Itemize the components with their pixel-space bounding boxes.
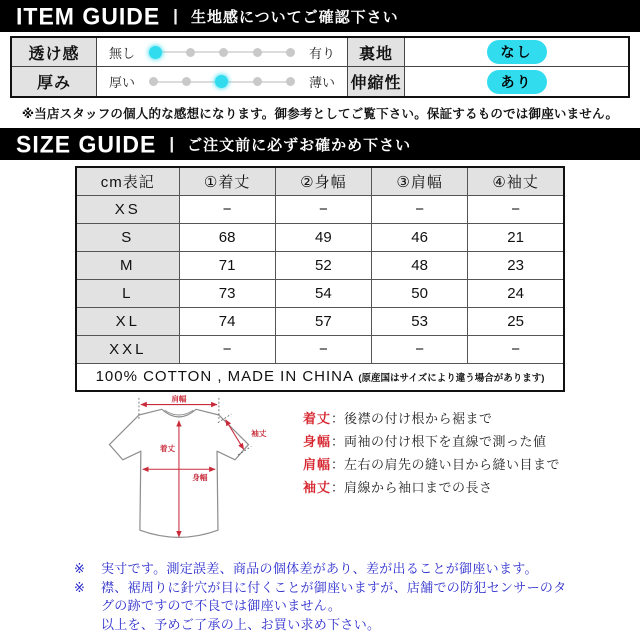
value-cell: − bbox=[275, 195, 371, 223]
slider-dot bbox=[186, 48, 195, 57]
legend-desc: 両袖の付け根下を直線で測った値 bbox=[344, 434, 547, 449]
legend-separator: ： bbox=[331, 480, 345, 495]
legend-term: 肩幅 bbox=[303, 457, 332, 472]
value-cell: − bbox=[372, 195, 468, 223]
footnote-text: 襟、裾周りに針穴が目に付くことが御座いますが、店舗での防犯センサーのタグの跡ですので不良では御座いません。 bbox=[101, 579, 567, 613]
legend-separator: ： bbox=[331, 434, 345, 449]
slider-dot bbox=[219, 48, 228, 57]
slider-dot bbox=[149, 46, 162, 59]
value-cell: 74 bbox=[179, 307, 275, 335]
value-cell: 21 bbox=[468, 223, 564, 251]
material-row bbox=[76, 363, 564, 391]
value-cell: 24 bbox=[468, 279, 564, 307]
body-width-diagram-label: 身幅 bbox=[192, 472, 208, 482]
size-name-cell: S bbox=[76, 223, 179, 251]
sleeve-length-diagram-label: 袖丈 bbox=[251, 428, 267, 438]
thickness-label: 厚み bbox=[12, 67, 97, 96]
value-cell: − bbox=[372, 335, 468, 363]
size-row-xs bbox=[76, 195, 564, 223]
col-header-body-width: ②身幅 bbox=[275, 167, 371, 195]
sheerness-max-label: 有り bbox=[308, 45, 335, 61]
footnote-marker bbox=[74, 616, 101, 635]
col-header-shoulder-width: ③肩幅 bbox=[372, 167, 468, 195]
sheerness-slider bbox=[97, 38, 348, 67]
value-cell: 57 bbox=[275, 307, 371, 335]
footnote-measurement bbox=[74, 560, 576, 579]
size-name-cell: XXL bbox=[76, 335, 179, 363]
fabric-feel-table bbox=[10, 36, 630, 98]
legend-term: 身幅 bbox=[303, 434, 332, 449]
size-guide-subtitle: ご注文前に必ずお確かめ下さい bbox=[187, 136, 412, 154]
stretch-value-cell bbox=[405, 67, 628, 96]
value-cell: 68 bbox=[179, 223, 275, 251]
thickness-slider bbox=[97, 67, 348, 96]
measurement-diagram-section bbox=[0, 394, 640, 556]
stretch-label: 伸縮性 bbox=[348, 67, 405, 96]
col-header-body-length: ①着丈 bbox=[179, 167, 275, 195]
material-text: 100% COTTON , MADE IN CHINA bbox=[95, 368, 359, 386]
legend-desc: 左右の肩先の縫い目から縫い目まで bbox=[344, 457, 561, 472]
slider-dot bbox=[253, 77, 262, 86]
legend-item-body-width bbox=[303, 429, 560, 452]
thickness-min-label: 厚い bbox=[109, 75, 136, 90]
sheerness-min-label: 無し bbox=[109, 45, 136, 61]
value-cell: 52 bbox=[275, 251, 371, 279]
value-cell: − bbox=[468, 195, 564, 223]
value-cell: − bbox=[275, 335, 371, 363]
shoulder-width-diagram-label: 肩幅 bbox=[171, 394, 187, 404]
size-row-l bbox=[76, 279, 564, 307]
thickness-slider-track bbox=[145, 67, 299, 96]
legend-desc: 後襟の付け根から裾まで bbox=[344, 411, 493, 426]
lining-value-badge: なし bbox=[487, 40, 547, 64]
value-cell: 53 bbox=[372, 307, 468, 335]
size-guide-title: SIZE GUIDE bbox=[16, 129, 157, 158]
body-length-diagram-label: 着丈 bbox=[159, 444, 176, 454]
footnote-closing bbox=[74, 616, 576, 635]
item-guide-title: ITEM GUIDE bbox=[16, 1, 161, 30]
footnotes bbox=[74, 560, 576, 634]
size-row-m bbox=[76, 251, 564, 279]
unit-header-cell: cm表記 bbox=[76, 167, 179, 195]
footnote-marker: ※ bbox=[74, 561, 85, 576]
size-guide-header-bar bbox=[0, 128, 640, 160]
size-name-cell: M bbox=[76, 251, 179, 279]
legend-desc: 肩線から袖口までの長さ bbox=[344, 480, 493, 495]
footnote-text: 以上を、予めご了承の上、お買い求め下さい。 bbox=[101, 616, 381, 632]
size-row-s bbox=[76, 223, 564, 251]
legend-separator: ： bbox=[331, 457, 345, 472]
slider-dot bbox=[182, 77, 191, 86]
slider-dot bbox=[286, 77, 295, 86]
measurement-legend bbox=[303, 394, 560, 498]
value-cell: 48 bbox=[372, 251, 468, 279]
value-cell: 54 bbox=[275, 279, 371, 307]
stretch-value-badge: あり bbox=[487, 70, 547, 94]
legend-term: 着丈 bbox=[303, 411, 332, 426]
lining-value-cell bbox=[405, 38, 628, 67]
value-cell: 73 bbox=[179, 279, 275, 307]
footnote-sensor-holes bbox=[74, 579, 576, 616]
size-name-cell: XS bbox=[76, 195, 179, 223]
material-cell bbox=[76, 363, 564, 391]
material-origin-note: (原産国はサイズにより違う場合があります) bbox=[358, 373, 545, 385]
size-name-cell: XL bbox=[76, 307, 179, 335]
size-table bbox=[75, 166, 565, 392]
value-cell: − bbox=[468, 335, 564, 363]
value-cell: 71 bbox=[179, 251, 275, 279]
value-cell: 25 bbox=[468, 307, 564, 335]
size-table-header-row bbox=[76, 167, 564, 195]
legend-separator: ： bbox=[331, 411, 345, 426]
legend-term: 袖丈 bbox=[303, 480, 332, 495]
legend-item-sleeve-length bbox=[303, 475, 560, 498]
lining-label: 裏地 bbox=[348, 38, 405, 67]
slider-dot bbox=[286, 48, 295, 57]
sheerness-label: 透け感 bbox=[12, 38, 97, 67]
size-row-xl bbox=[76, 307, 564, 335]
sleeve-length-arrow bbox=[226, 420, 244, 450]
tshirt-measurement-diagram bbox=[98, 394, 317, 556]
staff-opinion-disclaimer: ※当店スタッフの個人的な感想になります。御参考としてご覧下さい。保証するものでは御座いません。 bbox=[21, 107, 619, 121]
size-row-xxl bbox=[76, 335, 564, 363]
value-cell: 23 bbox=[468, 251, 564, 279]
slider-dot bbox=[215, 75, 228, 88]
footnote-text: 実寸です。測定誤差、商品の個体差があり、差が出ることが御座います。 bbox=[101, 561, 538, 576]
size-name-cell: L bbox=[76, 279, 179, 307]
value-cell: 49 bbox=[275, 223, 371, 251]
value-cell: 50 bbox=[372, 279, 468, 307]
item-guide-subtitle: 生地感についてご確認下さい bbox=[190, 8, 399, 26]
value-cell: − bbox=[179, 195, 275, 223]
footnote-marker: ※ bbox=[74, 579, 85, 595]
slider-dot bbox=[149, 77, 158, 86]
value-cell: − bbox=[179, 335, 275, 363]
thickness-max-label: 薄い bbox=[308, 75, 335, 90]
legend-item-body-length bbox=[303, 406, 560, 429]
size-table-wrapper bbox=[75, 166, 640, 392]
item-guide-header-bar bbox=[0, 0, 640, 32]
header-divider: | bbox=[173, 6, 178, 25]
col-header-sleeve-length: ④袖丈 bbox=[468, 167, 564, 195]
header-divider: | bbox=[169, 134, 175, 153]
slider-dot bbox=[253, 48, 262, 57]
value-cell: 46 bbox=[372, 223, 468, 251]
sheerness-slider-track bbox=[145, 38, 299, 66]
legend-item-shoulder-width bbox=[303, 452, 560, 475]
